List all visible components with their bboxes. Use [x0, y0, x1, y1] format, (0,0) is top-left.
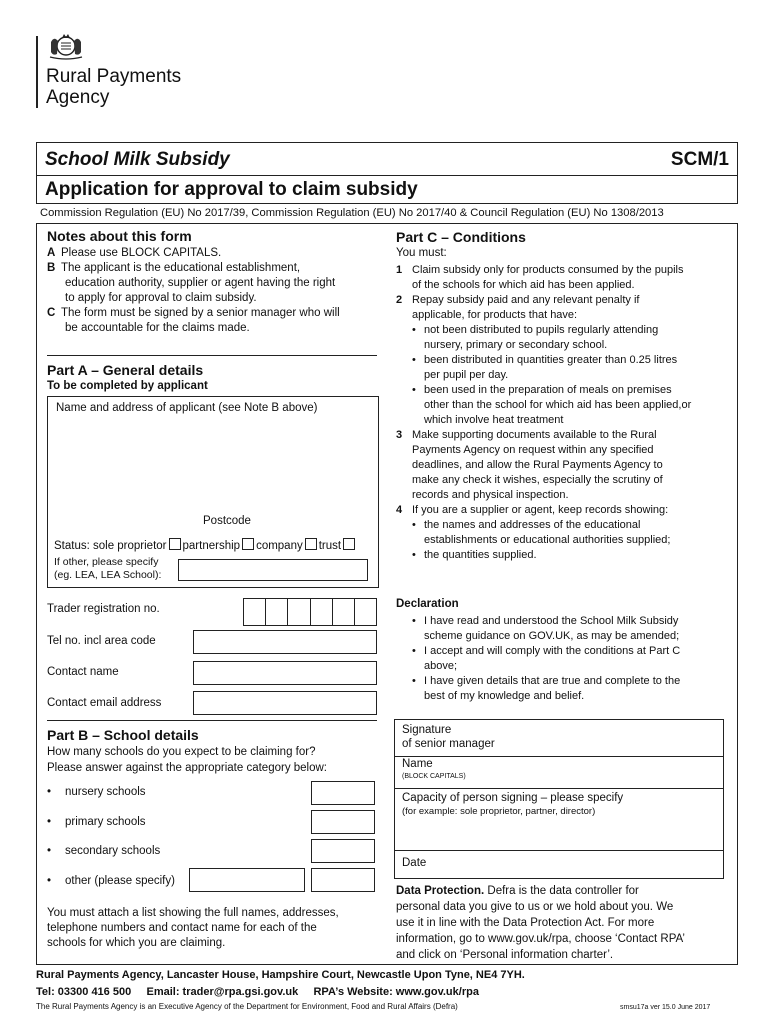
capacity-label: Capacity of person signing – please specify: [402, 792, 624, 804]
note-key: C: [47, 307, 56, 319]
tel-input[interactable]: [193, 630, 377, 654]
digit-cell[interactable]: [288, 599, 310, 625]
status-trust-checkbox[interactable]: [343, 538, 355, 550]
name-field[interactable]: [395, 756, 723, 789]
list-line: [396, 263, 726, 278]
signature-sublabel: of senior manager: [402, 738, 495, 750]
data-protection-line: use it in line with the Data Protection Act. For more: [396, 917, 655, 929]
list-text: Make supporting documents available to the Rural: [412, 429, 657, 441]
part-a-subheading: To be completed by applicant: [47, 380, 208, 392]
list-bullet: •: [412, 324, 416, 336]
note-key: A: [47, 247, 56, 259]
list-number: 1: [396, 264, 403, 276]
status-option: company: [256, 540, 303, 552]
list-line: [396, 518, 726, 533]
note-line: The form must be signed by a senior manager who will: [61, 307, 340, 319]
note-item-a: [47, 246, 377, 261]
list-text: I have read and understood the School Milk Subsidy: [424, 615, 679, 627]
part-c-intro: You must:: [396, 247, 447, 259]
digit-cell[interactable]: [333, 599, 355, 625]
note-item-b: [47, 261, 377, 306]
data-protection-line: information, go to www.gov.uk/rpa, choose ‘Contact RPA’: [396, 933, 685, 945]
note-line: Please use BLOCK CAPITALS.: [61, 247, 222, 259]
list-text: not been distributed to pupils regularly attending: [424, 324, 659, 336]
note-line: The applicant is the educational establishment,: [61, 262, 301, 274]
note-line: to apply for approval to claim subsidy.: [65, 292, 257, 304]
list-text: Repay subsidy paid and any relevant penalty if: [412, 294, 640, 306]
data-protection-line: Defra is the data controller for: [487, 885, 639, 897]
list-line: [396, 398, 726, 413]
other-label-line2: (eg. LEA, LEA School):: [54, 569, 162, 581]
list-line: [396, 368, 726, 383]
list-line: [396, 629, 726, 644]
list-line: [396, 338, 726, 353]
list-bullet: •: [412, 519, 416, 531]
note-line: be accountable for the claims made.: [65, 322, 250, 334]
list-number: 4: [396, 504, 403, 516]
list-text: establishments or educational authorities supplied;: [424, 534, 671, 546]
address-label: Name and address of applicant (see Note B above): [56, 402, 318, 414]
form-subtitle: Application for approval to claim subsidy: [45, 179, 418, 200]
part-b-question1: How many schools do you expect to be claiming for?: [47, 746, 316, 758]
attach-note-line: telephone numbers and contact name for each of the: [47, 922, 317, 934]
contact-email-input[interactable]: [193, 691, 377, 715]
list-bullet: •: [412, 384, 416, 396]
category-label: nursery schools: [65, 786, 146, 798]
list-bullet: •: [412, 615, 416, 627]
list-line: [396, 413, 726, 428]
contact-email-label: Contact email address: [47, 697, 162, 709]
list-number: 2: [396, 294, 403, 306]
contact-name-input[interactable]: [193, 661, 377, 685]
nursery-count-input[interactable]: [311, 781, 375, 805]
signature-field[interactable]: [395, 720, 723, 757]
rpa-logo: [36, 32, 236, 110]
attach-note-line: schools for which you are claiming.: [47, 937, 226, 949]
part-b-question2: Please answer against the appropriate category below:: [47, 762, 328, 774]
block-caps-hint: (BLOCK CAPITALS): [402, 773, 466, 780]
capacity-example: (for example: sole proprietor, partner, director): [402, 806, 596, 817]
digit-cell[interactable]: [311, 599, 333, 625]
section-divider: [47, 720, 377, 721]
date-field[interactable]: [395, 850, 723, 878]
footer-version: smsu17a ver 15.0 June 2017: [620, 1004, 711, 1011]
attach-note: [47, 906, 377, 951]
list-line: [396, 323, 726, 338]
data-protection: [396, 883, 726, 963]
list-text: other than the school for which aid has been applied,or: [424, 399, 692, 411]
status-label: Status: sole proprietor: [54, 540, 167, 552]
list-line: [396, 443, 726, 458]
footer-address: Rural Payments Agency, Lancaster House, Hampshire Court, Newcastle Upon Tyne, NE4 7YH.: [36, 969, 525, 981]
list-line: [396, 383, 726, 398]
list-line: [396, 293, 726, 308]
list-line: [396, 659, 726, 674]
logo-divider: [36, 36, 38, 108]
secondary-count-input[interactable]: [311, 839, 375, 863]
applicant-address-box[interactable]: [47, 396, 379, 588]
list-bullet: •: [412, 675, 416, 687]
part-c-heading: Part C – Conditions: [396, 229, 526, 245]
other-label-line1: If other, please specify: [54, 556, 159, 568]
contact-name-label: Contact name: [47, 666, 119, 678]
status-option: trust: [318, 540, 342, 552]
date-label: Date: [402, 857, 427, 869]
digit-cell[interactable]: [244, 599, 266, 625]
list-line: [396, 458, 726, 473]
list-line: [396, 548, 726, 563]
other-status-input[interactable]: [178, 559, 368, 581]
name-label: Name: [402, 758, 433, 770]
list-bullet: •: [412, 354, 416, 366]
org-name-line1: Rural Payments: [46, 66, 182, 87]
part-a-heading: Part A – General details: [47, 362, 204, 378]
list-line: [396, 674, 726, 689]
declaration-list: [396, 614, 726, 704]
primary-count-input[interactable]: [311, 810, 375, 834]
tel-label: Tel no. incl area code: [47, 635, 156, 647]
org-name-line2: Agency: [46, 87, 110, 108]
list-line: [396, 503, 726, 518]
list-text: deadlines, and allow the Rural Payments Agency to: [412, 459, 663, 471]
category-row-other: • other (please specify): [47, 875, 175, 887]
footer-contact: Tel: 03300 416 500 Email: trader@rpa.gsi.gov.uk RPA’s Website: www.gov.uk/rpa: [36, 986, 479, 998]
list-line: [396, 473, 726, 488]
section-divider: [47, 355, 377, 356]
trader-registration-label: Trader registration no.: [47, 603, 160, 615]
signature-block: [394, 719, 724, 879]
category-row-secondary: • secondary schools: [47, 845, 161, 857]
capacity-field[interactable]: [395, 788, 723, 851]
list-text: been distributed in quantities greater than 0.25 litres: [424, 354, 678, 366]
list-line: [396, 644, 726, 659]
status-sole-proprietor-checkbox[interactable]: [169, 538, 181, 550]
notes-heading: Notes about this form: [47, 228, 192, 244]
list-line: [396, 278, 726, 293]
category-label: primary schools: [65, 816, 146, 828]
list-text: applicable, for products that have:: [412, 309, 578, 321]
list-text: nursery, primary or secondary school.: [424, 339, 608, 351]
data-protection-line: and click on ‘Personal information charter’.: [396, 949, 614, 961]
list-text: the names and addresses of the educational: [424, 519, 641, 531]
list-text: Payments Agency on request within any specified: [412, 444, 654, 456]
conditions-list: [396, 263, 726, 563]
list-line: [396, 488, 726, 503]
note-key: B: [47, 262, 56, 274]
list-text: of the schools for which aid has been applied.: [412, 279, 635, 291]
category-label: other (please specify): [65, 875, 175, 887]
list-text: scheme guidance on GOV.UK, as may be amended;: [424, 630, 680, 642]
list-line: [396, 614, 726, 629]
list-line: [396, 428, 726, 443]
form-code: SCM/1: [670, 149, 729, 170]
category-label: secondary schools: [65, 845, 161, 857]
list-bullet: •: [412, 645, 416, 657]
footer-note: The Rural Payments Agency is an Executive Agency of the Department for Environment, Food and Rural Affairs (Defra): [36, 1002, 458, 1011]
note-line: education authority, supplier or agent having the right: [65, 277, 336, 289]
category-row-primary: • primary schools: [47, 816, 146, 828]
status-row: [54, 538, 357, 554]
part-b-heading: Part B – School details: [47, 727, 199, 743]
list-text: the quantities supplied.: [424, 549, 537, 561]
list-text: make any check it wishes, especially the scrutiny of: [412, 474, 663, 486]
list-text: which involve heat treatment: [424, 414, 564, 426]
list-line: [396, 689, 726, 704]
list-text: records and physical inspection.: [412, 489, 569, 501]
status-company-checkbox[interactable]: [305, 538, 317, 550]
list-bullet: •: [412, 549, 416, 561]
digit-cell[interactable]: [355, 599, 376, 625]
trader-registration-input[interactable]: [243, 598, 377, 626]
digit-cell[interactable]: [266, 599, 288, 625]
list-text: Claim subsidy only for products consumed by the pupils: [412, 264, 684, 276]
list-line: [396, 533, 726, 548]
list-number: 3: [396, 429, 403, 441]
other-count-input[interactable]: [311, 868, 375, 892]
list-text: best of my knowledge and belief.: [424, 690, 585, 702]
title-divider: [37, 175, 737, 176]
other-label: [54, 556, 161, 582]
other-category-input[interactable]: [189, 868, 305, 892]
list-text: above;: [424, 660, 458, 672]
list-text: been used in the preparation of meals on premises: [424, 384, 672, 396]
declaration-heading: Declaration: [396, 598, 459, 610]
list-line: [396, 308, 726, 323]
form-title: School Milk Subsidy: [45, 149, 230, 170]
data-protection-heading: Data Protection.: [396, 885, 485, 897]
postcode-label: Postcode: [203, 515, 251, 527]
list-text: I accept and will comply with the conditions at Part C: [424, 645, 681, 657]
signature-label: Signature: [402, 724, 452, 736]
list-line: [396, 353, 726, 368]
note-item-c: [47, 306, 377, 336]
regulation-text: Commission Regulation (EU) No 2017/39, Commission Regulation (EU) No 2017/40 & Council Regulation (EU) No 1308/2013: [40, 207, 664, 219]
attach-note-line: You must attach a list showing the full names, addresses,: [47, 907, 339, 919]
list-text: If you are a supplier or agent, keep records showing:: [412, 504, 669, 516]
data-protection-line: personal data you give to us or we hold about you. We: [396, 901, 674, 913]
notes-list: [47, 246, 377, 336]
royal-crest-icon: [46, 32, 86, 60]
status-option: partnership: [182, 540, 241, 552]
list-text: per pupil per day.: [424, 369, 509, 381]
category-row-nursery: • nursery schools: [47, 786, 146, 798]
status-partnership-checkbox[interactable]: [242, 538, 254, 550]
title-box: [36, 142, 738, 204]
list-text: I have given details that are true and complete to the: [424, 675, 681, 687]
